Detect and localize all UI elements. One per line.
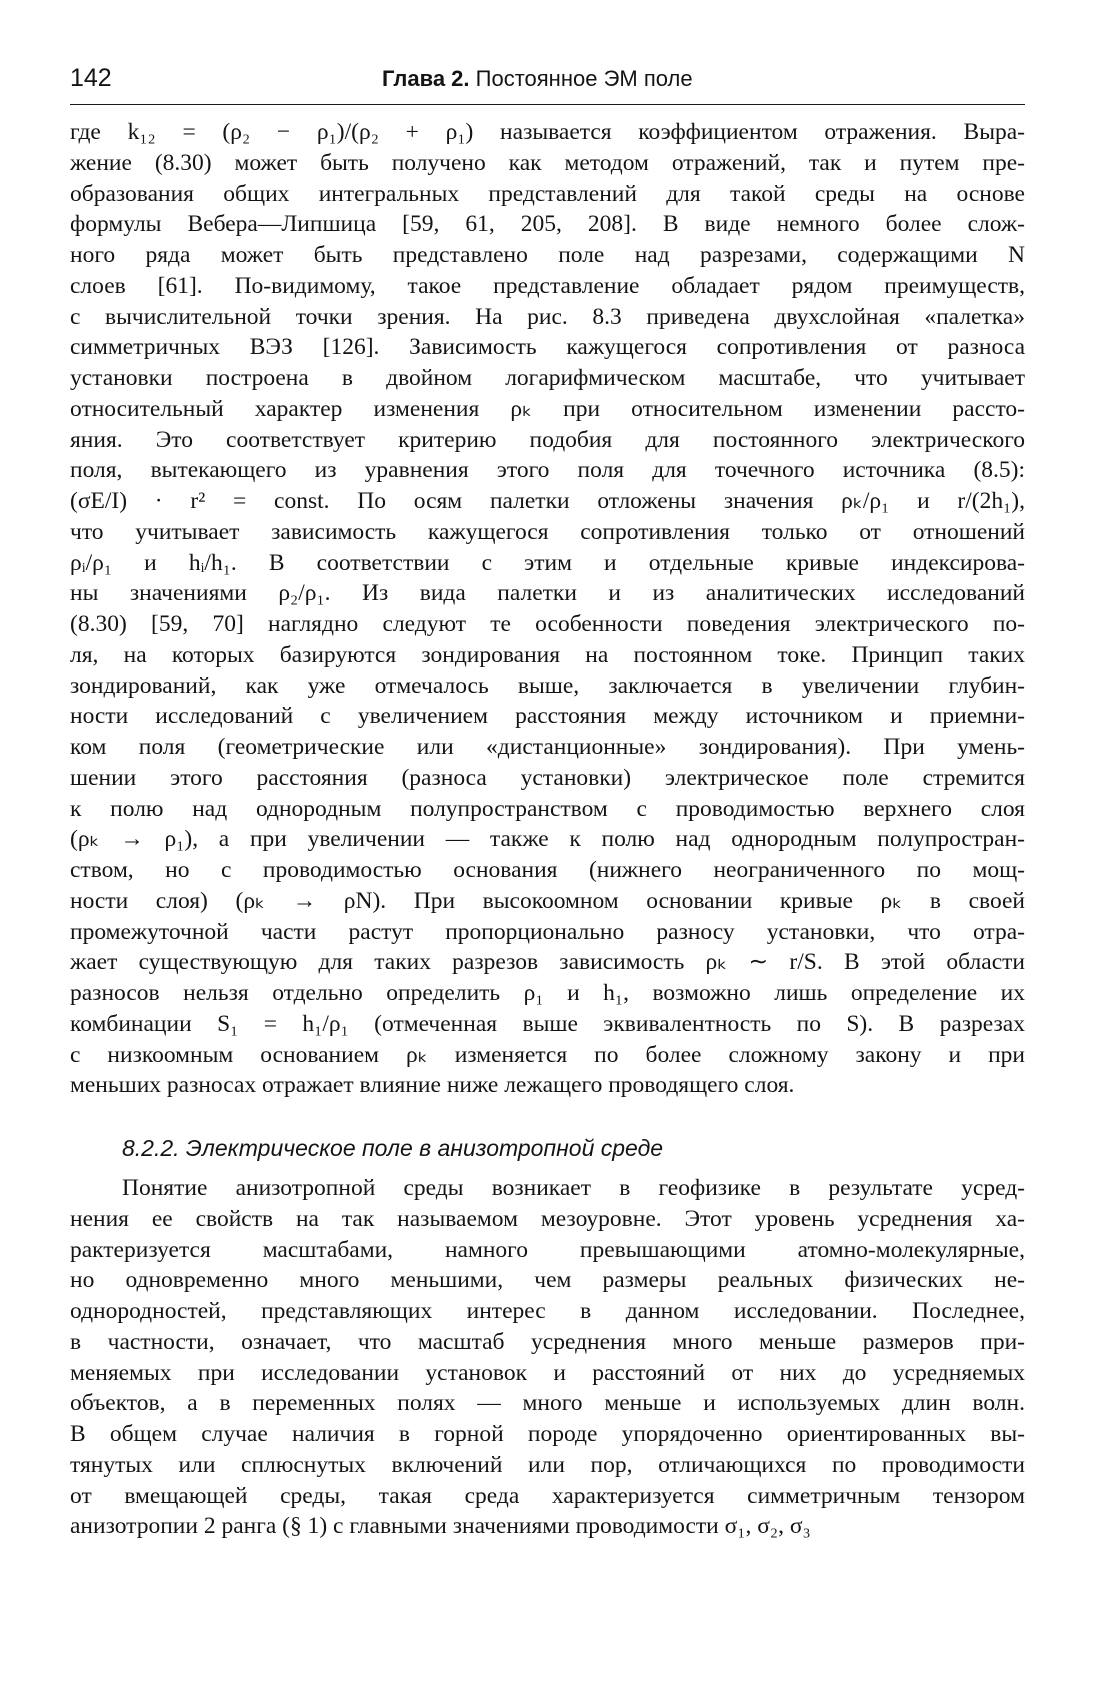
chapter-name: Постоянное ЭМ поле (475, 66, 693, 91)
text-line: жает существующую для таких разрезов зависимость ρₖ ∼ r/S. В этой области (70, 949, 1025, 976)
text-line: ρᵢ/ρ₁ и hᵢ/h₁. В соответствии с этим и отдельные кривые индексирова- (70, 549, 1025, 576)
text-line: ны значениями ρ₂/ρ₁. Из вида палетки и из аналитических исследований (70, 580, 1025, 607)
text-line: тянутых или сплюснутых включений или пор, отличающихся по проводимости (70, 1451, 1025, 1478)
text-line: Понятие анизотропной среды возникает в геофизике в результате усред- (122, 1175, 1025, 1201)
text-line: шении этого расстояния (разноса установки) электрическое поле стремится (70, 764, 1025, 791)
text-line: симметричных ВЭЗ [126]. Зависимость кажущегося сопротивления от разноса (70, 334, 1025, 361)
chapter-label: Глава 2. (382, 66, 470, 91)
text-line: промежуточной части растут пропорционально разносу установки, что отра- (70, 918, 1025, 945)
text-line: рактеризуется масштабами, намного превышающими атомно-молекулярные, (70, 1236, 1025, 1263)
text-line: комбинации S₁ = h₁/ρ₁ (отмеченная выше эквивалентность по S). В разрезах (70, 1010, 1025, 1037)
text-line: с вычислительной точки зрения. На рис. 8.3 приведена двухслойная «палетка» (70, 303, 1025, 330)
text-line: формулы Вебера—Липшица [59, 61, 205, 208]. В виде немного более слож- (70, 211, 1025, 238)
text-line: что учитывает зависимость кажущегося сопротивления только от отношений (70, 518, 1025, 545)
text-line: с низкоомным основанием ρₖ изменяется по более сложному закону и при (70, 1041, 1025, 1068)
text-line: ством, но с проводимостью основания (нижнего неограниченного по мощ- (70, 857, 1025, 883)
text-line: В общем случае наличия в горной породе упорядоченно ориентированных вы- (70, 1421, 1025, 1447)
text-line: анизотропии 2 ранга (§ 1) с главными значениями проводимости σ₁, σ₂, σ₃ (70, 1513, 811, 1540)
paragraph-anisotropic-medium (70, 1173, 1025, 1542)
text-line: в частности, означает, что масштаб усреднения много меньше размеров при- (70, 1328, 1025, 1355)
text-line: ля, на которых базируются зондирования на постоянном токе. Принцип таких (70, 641, 1025, 668)
text-line: объектов, а в переменных полях — много меньше и используемых длин волн. (70, 1390, 1025, 1417)
text-line: нения ее свойств на так называемом мезоуровне. Этот уровень усреднения ха- (70, 1205, 1025, 1232)
text-line: установки построена в двойном логарифмическом масштабе, что учитывает (70, 365, 1025, 391)
text-line: ком поля (геометрические или «дистанционные» зондирования). При умень- (70, 734, 1025, 760)
text-line: к полю над однородным полупространством с проводимостью верхнего слоя (70, 795, 1025, 822)
text-line: поля, вытекающего из уравнения этого поля для точечного источника (8.5): (70, 457, 1025, 484)
text-line: (ρₖ → ρ₁), а при увеличении — также к полю над однородным полупростран- (70, 826, 1025, 853)
paragraph-reflection-coefficient (70, 117, 1025, 1101)
book-page (70, 60, 1025, 1542)
running-header (70, 60, 1025, 105)
text-line: разносов нельзя отдельно определить ρ₁ и h₁, возможно лишь определение их (70, 980, 1025, 1006)
text-line: относительный характер изменения ρₖ при относительном изменении рассто- (70, 395, 1025, 422)
page-number: 142 (70, 64, 112, 92)
text-line: зондирований, как уже отмечалось выше, заключается в увеличении глубин- (70, 672, 1025, 699)
text-line: где k₁₂ = (ρ₂ − ρ₁)/(ρ₂ + ρ₁) называется коэффициентом отражения. Выра- (70, 119, 1025, 145)
text-line: ности слоя) (ρₖ → ρN). При высокоомном основании кривые ρₖ в своей (70, 887, 1025, 914)
text-line: меньших разносах отражает влияние ниже лежащего проводящего слоя. (70, 1072, 795, 1099)
text-line: меняемых при исследовании установок и расстояний от них до усредняемых (70, 1359, 1025, 1386)
section-heading: 8.2.2. Электрическое поле в анизотропной среде (122, 1135, 664, 1161)
chapter-title (382, 66, 693, 92)
text-line: однородностей, представляющих интерес в данном исследовании. Последнее, (70, 1298, 1025, 1324)
text-line: образования общих интегральных представлений для такой среды на основе (70, 180, 1025, 207)
text-line: от вмещающей среды, такая среда характеризуется симметричным тензором (70, 1482, 1025, 1509)
text-line: слоев [61]. По-видимому, такое представление обладает рядом преимуществ, (70, 272, 1025, 299)
text-line: (8.30) [59, 70] наглядно следуют те особенности поведения электрического по- (70, 611, 1025, 637)
text-line: яния. Это соответствует критерию подобия для постоянного электрического (70, 426, 1025, 453)
text-line: ного ряда может быть представлено поле над разрезами, содержащими N (70, 242, 1025, 268)
text-line: жение (8.30) может быть получено как методом отражений, так и путем пре- (70, 149, 1025, 176)
text-line: (σE/I) · r² = const. По осям палетки отложены значения ρₖ/ρ₁ и r/(2h₁), (70, 488, 1025, 514)
text-line: но одновременно много меньшими, чем размеры реальных физических не- (70, 1267, 1025, 1294)
text-line: ности исследований с увеличением расстояния между источником и приемни- (70, 703, 1025, 730)
